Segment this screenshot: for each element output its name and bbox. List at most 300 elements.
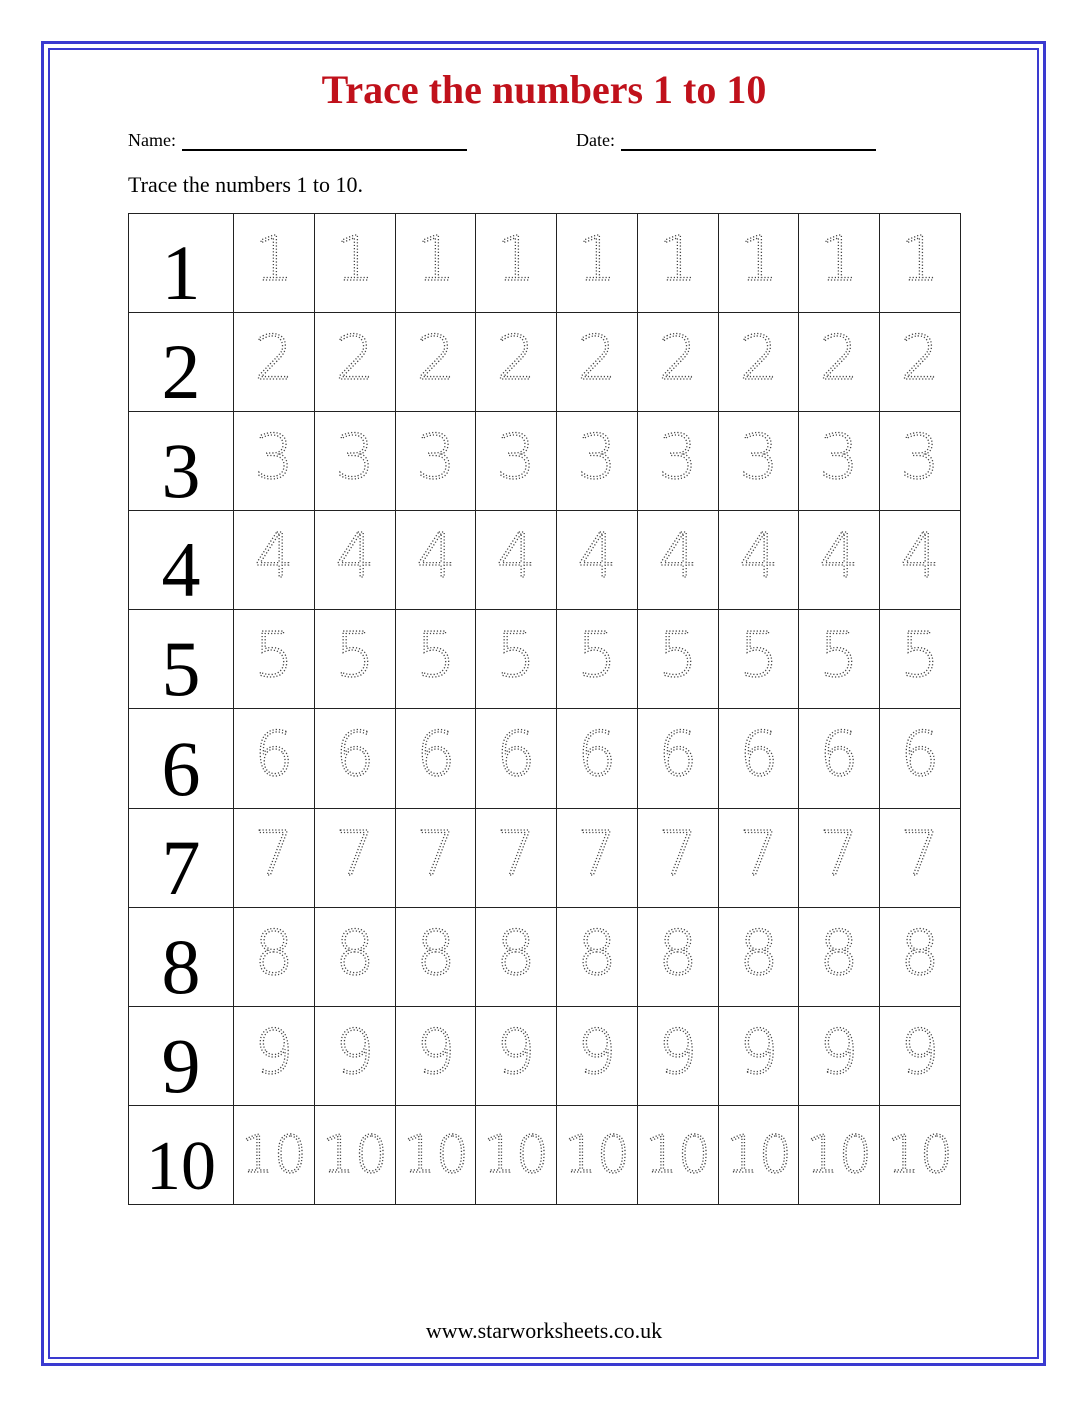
dotted-trace-digit xyxy=(880,313,960,411)
trace-digit-text: 1 xyxy=(577,222,617,295)
trace-digit-text: 5 xyxy=(658,619,698,692)
dotted-trace-digit xyxy=(880,610,960,708)
grid-row xyxy=(129,1105,961,1204)
trace-digit-text: 3 xyxy=(254,421,294,494)
dotted-trace-digit xyxy=(315,313,395,411)
dotted-trace-digit xyxy=(799,1007,879,1105)
trace-cell[interactable] xyxy=(718,412,799,511)
trace-digit-text: 10 xyxy=(240,1124,307,1185)
trace-digit-text: 2 xyxy=(658,322,698,395)
trace-digit-text: 8 xyxy=(738,916,779,989)
dotted-trace-digit xyxy=(880,1007,960,1105)
dotted-trace-digit xyxy=(476,1007,556,1105)
trace-cell[interactable] xyxy=(395,511,476,610)
dotted-trace-digit xyxy=(719,511,799,609)
trace-cell[interactable] xyxy=(476,1105,557,1204)
trace-cell[interactable] xyxy=(637,412,718,511)
model-number: 6 xyxy=(161,724,201,812)
trace-digit-text: 4 xyxy=(900,520,940,593)
trace-cell[interactable] xyxy=(880,907,961,1006)
dotted-trace-digit xyxy=(638,1106,718,1204)
trace-cell[interactable] xyxy=(718,1105,799,1204)
trace-cell[interactable] xyxy=(314,907,395,1006)
footer-url: www.starworksheets.co.uk xyxy=(425,1318,663,1343)
trace-cell[interactable] xyxy=(476,610,557,709)
dotted-trace-digit xyxy=(476,412,556,510)
trace-digit-text: 10 xyxy=(563,1124,630,1185)
trace-cell[interactable] xyxy=(314,610,395,709)
dotted-trace-digit xyxy=(638,709,718,807)
model-number: 2 xyxy=(161,328,201,416)
trace-cell[interactable] xyxy=(637,1105,718,1204)
dotted-trace-digit xyxy=(557,1007,637,1105)
grid-row xyxy=(129,610,961,709)
trace-digit-text: 5 xyxy=(900,619,940,692)
trace-cell[interactable] xyxy=(880,709,961,808)
trace-cell[interactable] xyxy=(880,1006,961,1105)
trace-digit-text: 9 xyxy=(415,1015,456,1088)
trace-cell[interactable] xyxy=(637,709,718,808)
trace-digit-text: 9 xyxy=(254,1015,294,1088)
worksheet-title: Trace the numbers 1 to 10 xyxy=(321,67,767,112)
dotted-trace-digit xyxy=(880,412,960,510)
dotted-trace-digit xyxy=(234,709,314,807)
trace-cell[interactable] xyxy=(234,1105,315,1204)
dotted-trace-digit xyxy=(719,1007,799,1105)
trace-digit-text: 4 xyxy=(819,520,859,593)
trace-digit-text: 9 xyxy=(900,1015,940,1088)
trace-cell[interactable] xyxy=(637,511,718,610)
model-number-cell xyxy=(129,610,234,713)
model-number-cell xyxy=(129,313,234,416)
trace-cell[interactable] xyxy=(880,610,961,709)
dotted-trace-digit xyxy=(557,610,637,708)
trace-digit-text: 3 xyxy=(900,421,940,494)
grid-row xyxy=(129,808,961,907)
trace-digit-text: 6 xyxy=(738,718,779,791)
dotted-trace-digit xyxy=(315,412,395,510)
trace-digit-text: 4 xyxy=(658,520,698,593)
trace-cell[interactable] xyxy=(314,709,395,808)
dotted-trace-digit xyxy=(476,214,556,312)
dotted-trace-digit xyxy=(396,511,476,609)
dotted-trace-digit xyxy=(799,511,879,609)
trace-cell[interactable] xyxy=(395,610,476,709)
trace-cell[interactable] xyxy=(314,511,395,610)
trace-cell[interactable] xyxy=(476,313,557,412)
trace-cell[interactable] xyxy=(314,808,395,907)
dotted-trace-digit xyxy=(396,412,476,510)
dotted-trace-digit xyxy=(638,214,718,312)
trace-digit-text: 8 xyxy=(819,916,859,989)
model-number: 1 xyxy=(161,229,201,317)
trace-digit-text: 3 xyxy=(658,421,698,494)
trace-digit-text: 7 xyxy=(738,817,779,890)
trace-digit-text: 4 xyxy=(334,520,375,593)
trace-digit-text: 8 xyxy=(900,916,940,989)
trace-digit-text: 2 xyxy=(738,322,779,395)
trace-cell[interactable] xyxy=(799,1006,880,1105)
trace-cell[interactable] xyxy=(234,511,315,610)
dotted-trace-digit xyxy=(234,214,314,312)
trace-cell[interactable] xyxy=(557,610,638,709)
trace-digit-text: 7 xyxy=(254,817,294,890)
trace-cell[interactable] xyxy=(234,907,315,1006)
name-field[interactable] xyxy=(128,130,467,151)
dotted-trace-digit xyxy=(719,809,799,907)
trace-digit-text: 7 xyxy=(819,817,859,890)
trace-digit-text: 7 xyxy=(334,817,375,890)
trace-cell[interactable] xyxy=(234,709,315,808)
dotted-trace-digit xyxy=(880,908,960,1006)
trace-cell[interactable] xyxy=(395,907,476,1006)
trace-digit-text: 5 xyxy=(415,619,456,692)
trace-cell[interactable] xyxy=(476,907,557,1006)
trace-digit-text: 7 xyxy=(415,817,456,890)
trace-digit-text: 1 xyxy=(819,222,859,295)
trace-digit-text: 5 xyxy=(738,619,779,692)
trace-cell[interactable] xyxy=(234,610,315,709)
trace-digit-text: 2 xyxy=(819,322,859,395)
trace-cell[interactable] xyxy=(880,1105,961,1204)
date-line[interactable] xyxy=(621,131,876,151)
dotted-trace-digit xyxy=(799,412,879,510)
trace-digit-text: 7 xyxy=(496,817,536,890)
trace-cell[interactable] xyxy=(234,412,315,511)
dotted-trace-digit xyxy=(719,214,799,312)
dotted-trace-digit xyxy=(638,809,718,907)
trace-digit-text: 5 xyxy=(254,619,294,692)
dotted-trace-digit xyxy=(719,1106,799,1204)
trace-cell[interactable] xyxy=(799,1105,880,1204)
trace-cell[interactable] xyxy=(799,709,880,808)
grid-row xyxy=(129,709,961,808)
dotted-trace-digit xyxy=(476,511,556,609)
trace-cell[interactable] xyxy=(718,511,799,610)
tracing-grid xyxy=(128,213,961,1205)
trace-cell[interactable] xyxy=(476,808,557,907)
dotted-trace-digit xyxy=(719,610,799,708)
model-number-cell xyxy=(129,1006,234,1109)
trace-digit-text: 8 xyxy=(334,916,375,989)
dotted-trace-digit xyxy=(880,511,960,609)
dotted-trace-digit xyxy=(880,809,960,907)
trace-cell[interactable] xyxy=(637,214,718,313)
trace-digit-text: 3 xyxy=(738,421,779,494)
model-number-cell xyxy=(129,1105,234,1204)
trace-cell[interactable] xyxy=(880,808,961,907)
grid-row xyxy=(129,1006,961,1105)
dotted-trace-digit xyxy=(234,412,314,510)
trace-digit-text: 3 xyxy=(415,421,456,494)
grid-row xyxy=(129,511,961,610)
trace-cell[interactable] xyxy=(718,709,799,808)
dotted-trace-digit xyxy=(557,908,637,1006)
trace-digit-text: 10 xyxy=(402,1124,469,1185)
model-number: 3 xyxy=(161,427,201,515)
dotted-trace-digit xyxy=(315,709,395,807)
dotted-trace-digit xyxy=(315,610,395,708)
dotted-trace-digit xyxy=(557,412,637,510)
trace-cell[interactable] xyxy=(718,313,799,412)
dotted-trace-digit xyxy=(234,908,314,1006)
trace-cell[interactable] xyxy=(718,808,799,907)
trace-digit-text: 2 xyxy=(254,322,294,395)
trace-digit-text: 2 xyxy=(415,322,456,395)
dotted-trace-digit xyxy=(799,1106,879,1204)
dotted-trace-digit xyxy=(476,908,556,1006)
trace-cell[interactable] xyxy=(799,808,880,907)
trace-digit-text: 1 xyxy=(900,223,940,296)
trace-cell[interactable] xyxy=(799,313,880,412)
dotted-trace-digit xyxy=(234,1106,314,1204)
dotted-trace-digit xyxy=(315,1007,395,1105)
dotted-trace-digit xyxy=(315,214,395,312)
dotted-trace-digit xyxy=(396,313,476,411)
dotted-trace-digit xyxy=(396,214,476,312)
trace-digit-text: 10 xyxy=(321,1124,388,1185)
trace-digit-text: 2 xyxy=(900,322,940,395)
trace-digit-text: 4 xyxy=(738,520,779,593)
trace-digit-text: 6 xyxy=(254,718,294,791)
model-number-cell xyxy=(129,709,234,812)
trace-cell[interactable] xyxy=(799,214,880,313)
trace-cell[interactable] xyxy=(476,412,557,511)
model-number-cell xyxy=(129,808,234,911)
dotted-trace-digit xyxy=(234,610,314,708)
trace-digit-text: 1 xyxy=(496,222,536,295)
trace-digit-text: 7 xyxy=(658,817,698,890)
trace-digit-text: 5 xyxy=(334,619,375,692)
trace-digit-text: 6 xyxy=(334,718,375,791)
dotted-trace-digit xyxy=(638,313,718,411)
trace-digit-text: 2 xyxy=(577,322,617,395)
trace-cell[interactable] xyxy=(637,1006,718,1105)
trace-digit-text: 3 xyxy=(577,421,617,494)
dotted-trace-digit xyxy=(396,610,476,708)
dotted-trace-digit xyxy=(476,809,556,907)
trace-digit-text: 10 xyxy=(725,1124,792,1185)
trace-digit-text: 9 xyxy=(819,1015,859,1088)
trace-cell[interactable] xyxy=(314,214,395,313)
trace-cell[interactable] xyxy=(557,214,638,313)
dotted-trace-digit xyxy=(234,809,314,907)
trace-cell[interactable] xyxy=(395,214,476,313)
trace-digit-text: 1 xyxy=(658,222,698,295)
trace-digit-text: 8 xyxy=(577,916,617,989)
trace-digit-text: 4 xyxy=(415,520,456,593)
grid-row xyxy=(129,313,961,412)
trace-cell[interactable] xyxy=(395,1105,476,1204)
trace-cell[interactable] xyxy=(234,313,315,412)
trace-cell[interactable] xyxy=(718,1006,799,1105)
trace-cell[interactable] xyxy=(557,709,638,808)
dotted-trace-digit xyxy=(638,412,718,510)
dotted-trace-digit xyxy=(396,908,476,1006)
dotted-trace-digit xyxy=(719,908,799,1006)
trace-digit-text: 6 xyxy=(819,718,859,791)
trace-cell[interactable] xyxy=(880,412,961,511)
dotted-trace-digit xyxy=(476,610,556,708)
trace-cell[interactable] xyxy=(557,412,638,511)
trace-cell[interactable] xyxy=(314,1105,395,1204)
dotted-trace-digit xyxy=(799,809,879,907)
trace-cell[interactable] xyxy=(234,808,315,907)
dotted-trace-digit xyxy=(315,809,395,907)
trace-digit-text: 3 xyxy=(496,421,536,494)
model-number: 4 xyxy=(161,526,201,614)
dotted-trace-digit xyxy=(719,313,799,411)
dotted-trace-digit xyxy=(396,1007,476,1105)
dotted-trace-digit xyxy=(557,709,637,807)
dotted-trace-digit xyxy=(476,313,556,411)
trace-digit-text: 10 xyxy=(644,1124,711,1185)
grid-row xyxy=(129,907,961,1006)
trace-digit-text: 1 xyxy=(738,222,779,295)
trace-cell[interactable] xyxy=(314,412,395,511)
trace-cell[interactable] xyxy=(557,511,638,610)
dotted-trace-digit xyxy=(396,809,476,907)
dotted-trace-digit xyxy=(719,412,799,510)
trace-digit-text: 5 xyxy=(577,619,617,692)
trace-digit-text: 3 xyxy=(334,421,375,494)
trace-cell[interactable] xyxy=(557,313,638,412)
dotted-trace-digit xyxy=(638,610,718,708)
dotted-trace-digit xyxy=(638,1007,718,1105)
trace-cell[interactable] xyxy=(314,313,395,412)
trace-cell[interactable] xyxy=(557,808,638,907)
dotted-trace-digit xyxy=(880,214,960,312)
trace-digit-text: 9 xyxy=(496,1015,536,1088)
trace-digit-text: 8 xyxy=(658,916,698,989)
trace-digit-text: 1 xyxy=(334,222,375,295)
trace-cell[interactable] xyxy=(234,1006,315,1105)
trace-cell[interactable] xyxy=(557,1105,638,1204)
trace-cell[interactable] xyxy=(637,907,718,1006)
dotted-trace-digit xyxy=(234,313,314,411)
trace-cell[interactable] xyxy=(557,1006,638,1105)
model-number: 10 xyxy=(146,1127,216,1205)
dotted-trace-digit xyxy=(638,908,718,1006)
dotted-trace-digit xyxy=(557,313,637,411)
trace-cell[interactable] xyxy=(476,214,557,313)
trace-digit-text: 9 xyxy=(738,1015,779,1088)
trace-digit-text: 6 xyxy=(577,718,617,791)
trace-digit-text: 5 xyxy=(819,619,859,692)
model-number: 5 xyxy=(161,625,201,713)
trace-cell[interactable] xyxy=(799,412,880,511)
trace-cell[interactable] xyxy=(799,511,880,610)
dotted-trace-digit xyxy=(638,511,718,609)
trace-digit-text: 6 xyxy=(900,718,940,791)
dotted-trace-digit xyxy=(799,214,879,312)
trace-cell[interactable] xyxy=(234,214,315,313)
trace-cell[interactable] xyxy=(395,1006,476,1105)
model-number-cell xyxy=(129,412,234,515)
model-number-cell xyxy=(129,511,234,614)
trace-cell[interactable] xyxy=(314,1006,395,1105)
trace-digit-text: 8 xyxy=(415,916,456,989)
trace-cell[interactable] xyxy=(799,610,880,709)
trace-cell[interactable] xyxy=(718,907,799,1006)
dotted-trace-digit xyxy=(315,908,395,1006)
trace-digit-text: 6 xyxy=(496,718,536,791)
trace-digit-text: 9 xyxy=(577,1015,617,1088)
trace-cell[interactable] xyxy=(476,709,557,808)
trace-cell[interactable] xyxy=(395,709,476,808)
trace-digit-text: 2 xyxy=(496,322,536,395)
trace-cell[interactable] xyxy=(637,610,718,709)
trace-cell[interactable] xyxy=(395,313,476,412)
trace-digit-text: 10 xyxy=(887,1124,954,1185)
trace-digit-text: 6 xyxy=(658,718,698,791)
trace-cell[interactable] xyxy=(395,412,476,511)
trace-digit-text: 4 xyxy=(577,520,617,593)
dotted-trace-digit xyxy=(315,511,395,609)
trace-cell[interactable] xyxy=(476,511,557,610)
trace-digit-text: 10 xyxy=(806,1124,873,1185)
trace-cell[interactable] xyxy=(880,313,961,412)
trace-digit-text: 7 xyxy=(900,817,940,890)
trace-cell[interactable] xyxy=(880,511,961,610)
trace-cell[interactable] xyxy=(476,1006,557,1105)
model-number-cell xyxy=(129,907,234,1010)
trace-digit-text: 8 xyxy=(496,916,536,989)
grid-row xyxy=(129,412,961,511)
dotted-trace-digit xyxy=(476,1106,556,1204)
dotted-trace-digit xyxy=(719,709,799,807)
trace-digit-text: 4 xyxy=(496,520,536,593)
trace-cell[interactable] xyxy=(637,808,718,907)
dotted-trace-digit xyxy=(799,908,879,1006)
trace-digit-text: 9 xyxy=(334,1015,375,1088)
date-label: Date: xyxy=(576,130,615,150)
trace-digit-text: 1 xyxy=(415,222,456,295)
trace-cell[interactable] xyxy=(637,313,718,412)
instruction-text: Trace the numbers 1 to 10. xyxy=(128,172,364,197)
name-label: Name: xyxy=(128,130,176,150)
trace-digit-text: 4 xyxy=(254,520,294,593)
date-field[interactable] xyxy=(576,130,876,151)
dotted-trace-digit xyxy=(557,511,637,609)
dotted-trace-digit xyxy=(396,1106,476,1204)
trace-cell[interactable] xyxy=(799,907,880,1006)
trace-digit-text: 2 xyxy=(334,322,375,395)
trace-cell[interactable] xyxy=(557,907,638,1006)
model-number: 9 xyxy=(161,1021,201,1109)
trace-cell[interactable] xyxy=(718,610,799,709)
dotted-trace-digit xyxy=(799,313,879,411)
trace-digit-text: 7 xyxy=(577,817,617,890)
trace-digit-text: 3 xyxy=(819,421,859,494)
model-number-cell xyxy=(129,214,234,317)
dotted-trace-digit xyxy=(799,610,879,708)
trace-digit-text: 1 xyxy=(254,222,294,295)
trace-cell[interactable] xyxy=(718,214,799,313)
model-number: 8 xyxy=(161,922,201,1010)
trace-cell[interactable] xyxy=(395,808,476,907)
dotted-trace-digit xyxy=(799,709,879,807)
trace-digit-text: 6 xyxy=(415,718,456,791)
dotted-trace-digit xyxy=(557,1106,637,1204)
trace-digit-text: 10 xyxy=(483,1124,550,1185)
trace-digit-text: 8 xyxy=(254,916,294,989)
model-number: 7 xyxy=(161,823,201,911)
dotted-trace-digit xyxy=(557,214,637,312)
name-line[interactable] xyxy=(182,131,467,151)
dotted-trace-digit xyxy=(396,709,476,807)
trace-cell[interactable] xyxy=(880,214,961,313)
